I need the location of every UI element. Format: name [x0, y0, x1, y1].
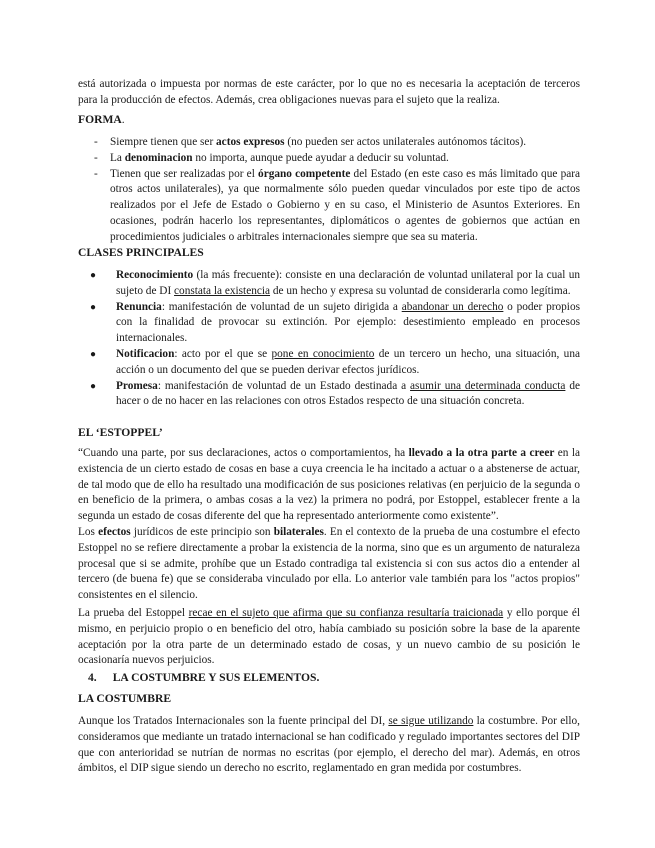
para-text: . En el contexto de la prueba de una costumbre el efecto Estoppel no se refiere directamente a probar la existencia de la norma, sino que es un argumento de naturaleza procesal que si se admite, prohíbe que un Estado contradiga tal existencia si con sus actos dio a entender al tercero (de buena fe) que se consideraba vinculado por ella. Lo anterior vale también para los "actos propios" consistentes en el silencio. [78, 526, 580, 602]
item-underlined: asumir una determinada conducta [410, 379, 566, 392]
bullet-icon: ● [90, 301, 97, 313]
quote-bold: llevado a la otra parte a creer [405, 447, 555, 459]
item-text: : acto por el que se [174, 347, 272, 360]
para-text: jurídicos de este principio son [130, 526, 274, 538]
estoppel-quote [78, 446, 580, 525]
bullet-icon: ● [90, 348, 97, 360]
item-bold: denominacion [124, 151, 193, 164]
costumbre-heading: LA COSTUMBRE [78, 692, 172, 705]
para-underlined: se sigue utilizando [388, 715, 474, 727]
quote-text: actos o comportamientos, ha [270, 447, 406, 459]
item-text: de hacer o de no hacer en las relaciones con otros Estados respecto de una situación concreta. [116, 379, 580, 408]
item-text: Siempre tienen que ser [110, 136, 217, 148]
costumbre-paragraph [78, 714, 580, 777]
section-number: 4. [88, 671, 97, 684]
section-title: LA COSTUMBRE Y SUS ELEMENTOS. [112, 671, 320, 684]
item-underlined: pone en conocimiento [271, 347, 375, 360]
intro-paragraph [78, 77, 580, 109]
item-text: de un hecho y expresa su voluntad de considerarla como legítima. [270, 284, 571, 297]
item-text: (no pueden ser actos unilaterales autónomos tácitos). [284, 136, 527, 148]
list-item [90, 379, 580, 411]
list-item [78, 151, 580, 167]
bullet-icon: ● [90, 380, 97, 392]
quote-text: “Cuando una parte, por sus declaraciones, [78, 447, 271, 459]
para-text: Aunque los Tratados Internacionales son la fuente principal del DI, [78, 715, 389, 727]
forma-heading [78, 113, 125, 126]
quote-highlight: frente a la segunda un estado de cosas diferente del que ha representado anteriormente como existente [78, 494, 580, 523]
list-item [78, 135, 580, 151]
list-item [90, 268, 580, 300]
forma-list [78, 135, 580, 246]
para-text: la costumbre. Por ello, consideramos que mediante un tratado internacional se han codificado y regulado importantes sectores del DIP que con anterioridad se nutrían de normas no escritas (por ejemplo, el derecho del mar). Además, en otros ámbitos, el DIP sigue siendo un derecho no escrito, reglamentado en gran medida por costumbres. [78, 715, 580, 775]
list-item [78, 167, 580, 246]
item-underlined: constata la existencia [174, 284, 271, 297]
item-text: o poder propios con la finalidad de provocar su extinción. Por ejemplo: desestimiento empleado en procesos internacionales. [116, 300, 580, 345]
item-bold: actos expresos [216, 136, 285, 148]
item-bold: Promesa [116, 379, 158, 392]
forma-heading-punct: . [121, 113, 125, 126]
quote-text: en la existencia de un cierto estado de cosas en base a cuya creencia le ha incitado a actuar o a abstenerse de actuar, de tal modo que de ello ha resultado una modificación de sus posiciones relativas (en perjuicio de la segunda o en beneficio de la primera, o ambas cosas a la vez) la primera no podrá, por Estoppel, establecer [78, 447, 581, 507]
item-text: no importa, aunque puede ayudar a deducir su voluntad. [192, 151, 449, 164]
section-4-heading [88, 671, 319, 684]
item-text: del Estado (en este caso es más limitado que para otros actos unilaterales), ya que normalmente sólo pueden quedar vinculados por este tipo de actos realizados por el Jefe de Estado o Gobierno y en su caso, el Ministerio de Asuntos Exteriores. En ocasiones, podrán hacerlo los representantes, diplomáticos o agentes de gobiernos que actúan en procedimientos judiciales o arbitrales internacionales siempre que sea su materia. [110, 167, 581, 243]
list-item [90, 300, 580, 347]
forma-heading-text: FORMA [78, 113, 122, 126]
item-underlined: abandonar un derecho [401, 300, 504, 313]
estoppel-effects-paragraph [78, 525, 580, 604]
list-marker: - [94, 136, 98, 148]
bullet-icon: ● [90, 270, 97, 281]
item-text: Tienen que ser realizadas por el [110, 167, 259, 180]
intro-text: está autorizada o impuesta por normas de este carácter, por lo que no es necesaria la aceptación de terceros para la producción de efectos. Además, crea obligaciones nuevas para el sujeto que la realiza. [78, 78, 580, 106]
para-text: La prueba del Estoppel [78, 607, 189, 619]
clases-heading: CLASES PRINCIPALES [78, 246, 204, 259]
estoppel-heading: EL ‘ESTOPPEL’ [78, 426, 163, 439]
item-bold: Renuncia [116, 300, 162, 313]
para-underlined: recae en el sujeto que afirma que su confianza resultaría traicionada [188, 607, 504, 619]
list-marker: - [94, 167, 98, 180]
estoppel-proof-paragraph [78, 606, 580, 669]
quote-text: ”. [490, 510, 499, 523]
item-text: (la más frecuente): consiste en una declaración de voluntad unilateral por la cual un sujeto de DI [116, 269, 580, 297]
para-bold: efectos [98, 526, 131, 538]
item-text: : manifestación de voluntad de un sujeto dirigida a [161, 300, 402, 313]
list-item [90, 347, 580, 379]
item-bold: órgano competente [258, 167, 351, 180]
item-text: : manifestación de voluntad de un Estado destinada a [157, 379, 411, 392]
item-text: de un tercero un hecho, una situación, una acción o un documento del que se pueden derivar efectos jurídicos. [116, 347, 580, 376]
clases-list [90, 268, 580, 410]
item-bold: Notificacion [116, 347, 175, 360]
para-text: Los [78, 526, 99, 538]
para-bold: bilaterales [273, 526, 324, 538]
para-text: y ello porque él mismo, en perjuicio propio o en beneficio del otro, había cambiado su posición sobre la base de la aparente aceptación por la otra parte de un determinado estado de cosas, y un nuevo cambio de su posición le ocasionaría nuevos perjuicios. [78, 607, 580, 667]
item-bold: Reconocimiento [116, 269, 194, 281]
item-text: La [110, 151, 125, 164]
list-marker: - [94, 151, 98, 164]
